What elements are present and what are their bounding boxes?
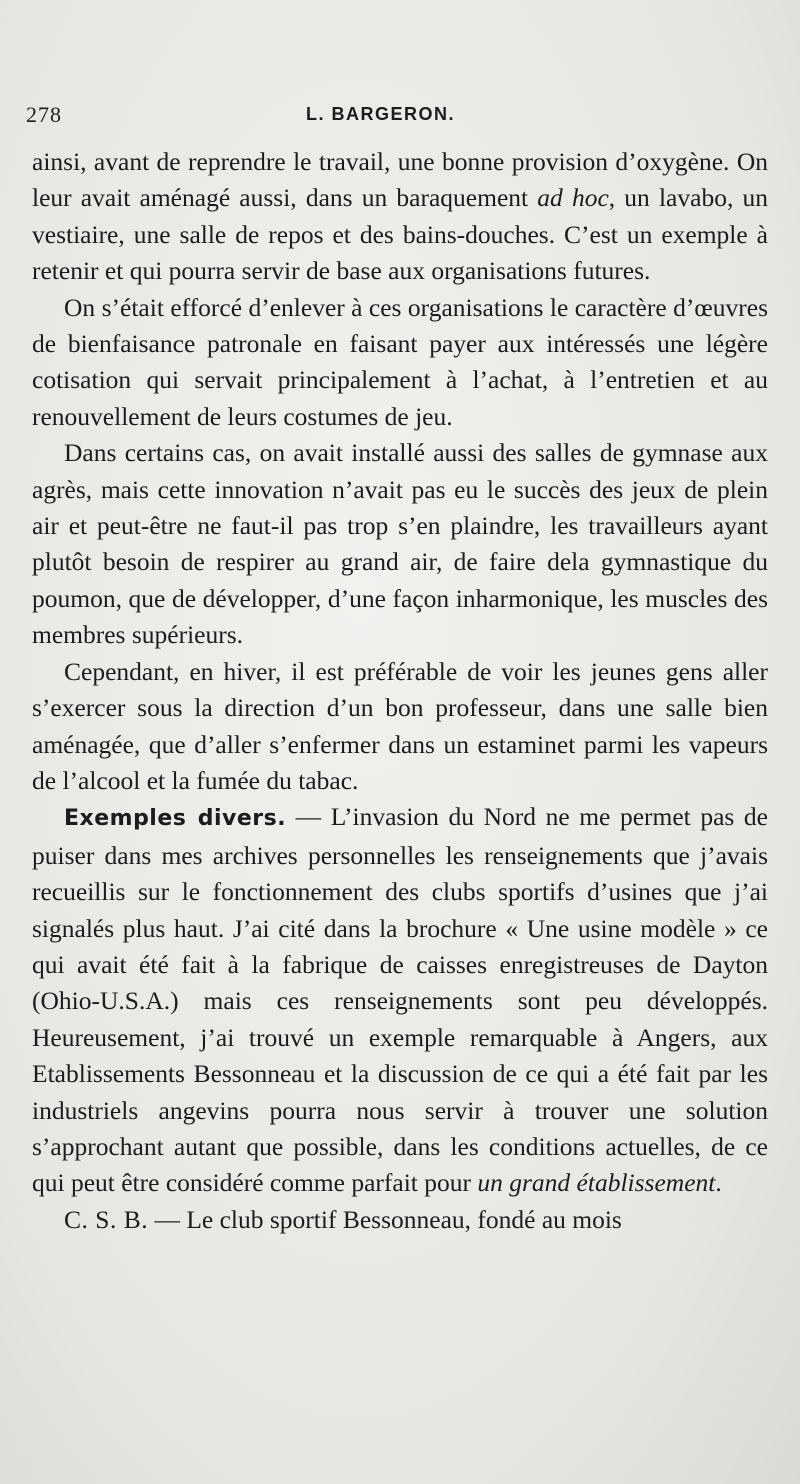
paragraph-2: On s’était efforcé d’enlever à ces organisations le caractère d’œuvres de bienfaisance patronale en faisant payer aux intéressés une légère cotisation qui servait principalement à l’achat, à l’entretien et au renouvellement de leurs costumes de jeu. [32, 292, 768, 431]
body-text [32, 144, 768, 1238]
paragraph-1-text-after: , un lavabo, un vestiaire, une salle de repos et des bains-douches. C’est un exemple à retenir et qui pourra servir de base aux organisations futures. [32, 183, 768, 286]
paragraph-4: Cependant, en hiver, il est préférable de voir les jeunes gens aller s’exercer sous la direction d’un bon professeur, dans une salle bien aménagée, que d’aller s’enfermer dans un estaminet parmi les vapeurs de l’alcool et la fumée du tabac. [32, 656, 768, 795]
paragraph-5 [32, 799, 768, 1201]
paragraph-5-italic: un grand établissement [477, 1168, 716, 1198]
paragraph-6-lead: C. S. B. [64, 1204, 149, 1234]
paragraph-1 [32, 144, 768, 290]
running-head: L. BARGERON. [306, 104, 456, 124]
paragraph-6-text: — Le club sportif Bessonneau, fondé au mois [148, 1204, 622, 1234]
paragraph-1-text-before: ainsi, avant de reprendre le travail, une bonne provision d’oxygène. On leur avait aménagé aussi, dans un baraquement [32, 147, 768, 213]
paragraph-5-text-before: — L’invasion du Nord ne me permet pas de puiser dans mes archives personnelles les renseignements que j’avais recueillis sur le fonctionnement des clubs sportifs d’usines que j’ai signalés plus haut. J’ai cité dans la brochure « Une usine modèle » ce qui avait été fait à la fabrique de caisses enregistreuses de Dayton (Ohio-U.S.A.) mais ces renseignements sont peu développés. Heureusement, j’ai trouvé un exemple remarquable à Angers, aux Etablissements Bessonneau et la discussion de ce qui a été fait par les industriels angevins pourra nous servir à trouver une solution s’approchant autant que possible, dans les conditions actuelles, de ce qui peut être considéré comme parfait pour [32, 802, 768, 1198]
page-header [26, 102, 766, 132]
paragraph-3: Dans certains cas, on avait installé aussi des salles de gymnase aux agrès, mais cette innovation n’avait pas eu le succès des jeux de plein air et peut-être ne faut-il pas trop s’en plaindre, les travailleurs ayant plutôt besoin de respirer au grand air, de faire dela gymnastique du poumon, que de développer, d’une façon inharmonique, les muscles des membres supérieurs. [32, 438, 768, 650]
paragraph-1-italic: ad hoc [537, 183, 609, 213]
paragraph-6 [32, 1202, 768, 1238]
paragraph-5-text-after: . [715, 1168, 722, 1198]
page-number: 278 [26, 102, 62, 127]
section-title: Exemples divers. [64, 806, 287, 832]
